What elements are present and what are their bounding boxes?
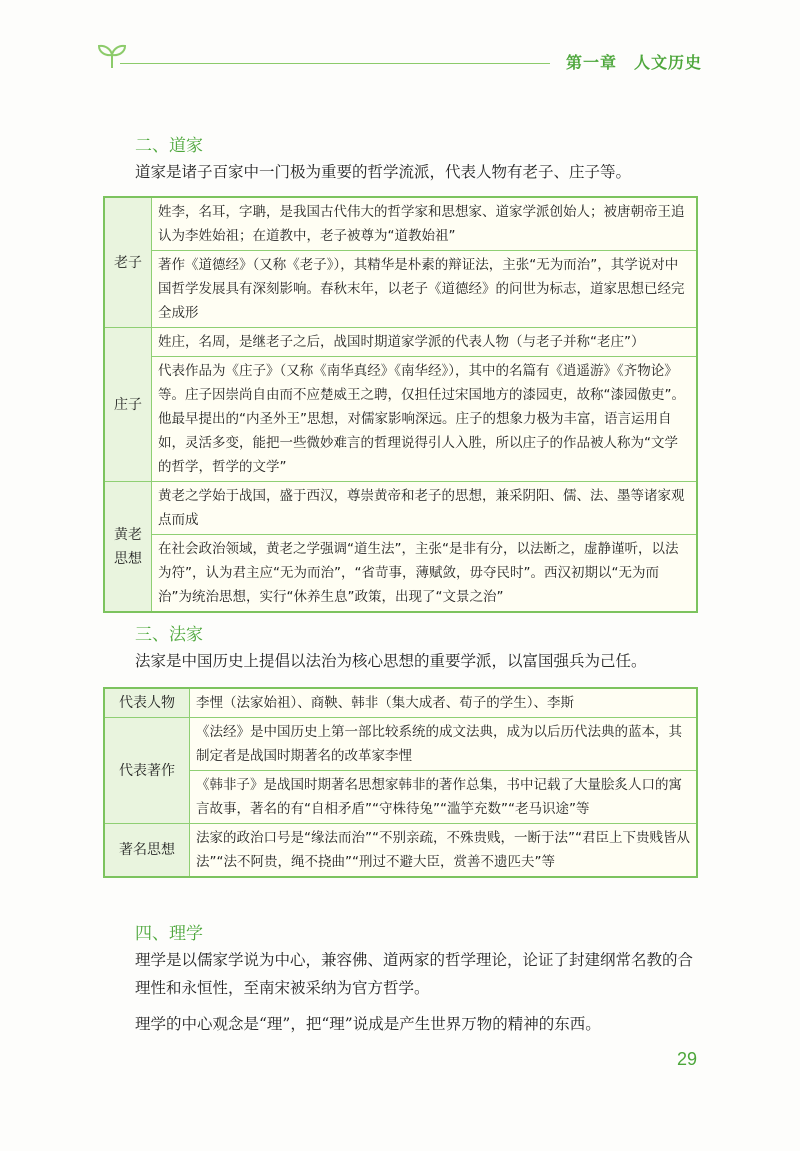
fajia-intro: 法家是中国历史上提倡以法治为核心思想的重要学派，以富国强兵为己任。 (135, 652, 647, 670)
section-title-lixue: 四、理学 (135, 924, 203, 944)
fajia-people: 李悝（法家始祖）、商鞅、韩非（集大成者、荀子的学生）、李斯 (190, 688, 698, 718)
hanfeizi-text: 《韩非子》是战国时期著名思想家韩非的著作总集，书中记载了大量脍炙人口的寓言故事，著名的有“自相矛盾”“守株待兔”“滥竽充数”“老马识途”等 (190, 771, 698, 824)
page-header (0, 0, 800, 80)
row-label-works: 代表著作 (104, 718, 190, 824)
laozi-works: 著作《道德经》（又称《老子》），其精华是朴素的辩证法，主张“无为而治”，其学说对中国哲学发展具有深刻影响。春秋末年，以老子《道德经》的问世为标志，道家思想已经完全成形 (152, 251, 698, 328)
section-title-daojia: 二、道家 (135, 136, 203, 156)
huanglao-politics: 在社会政治领域，黄老之学强调“道生法”，主张“是非有分，以法断之，虚静谨听，以法为符”，认为君主应“无为而治”，“省苛事，薄赋敛，毋夺民时”。西汉初期以“无为而治”为统治思想，实行“休养生息”政策，出现了“文景之治” (152, 535, 698, 613)
fajia-table (103, 687, 698, 878)
lixue-paragraph-1: 理学是以儒家学说为中心，兼容佛、道两家的哲学理论，论证了封建纲常名教的合理性和永恒性，至南宋被采纳为官方哲学。 (135, 951, 694, 997)
daojia-intro: 道家是诸子百家中一门极为重要的哲学流派，代表人物有老子、庄子等。 (135, 163, 632, 181)
row-label-huanglao: 黄老思想 (104, 482, 152, 613)
lixue-paragraph-2: 理学的中心观念是“理”，把“理”说成是产生世界万物的精神的东西。 (135, 1015, 601, 1033)
fajia-slogans: 法家的政治口号是“缘法而治”“不别亲疏，不殊贵贱，一断于法”“君臣上下贵贱皆从法”“法不阿贵，绳不挠曲”“刑过不避大臣，赏善不遗匹夫”等 (190, 824, 698, 878)
row-label-laozi: 老子 (104, 197, 152, 328)
zhuangzi-works: 代表作品为《庄子》（又称《南华真经》《南华经》），其中的名篇有《逍遥游》《齐物论》等。庄子因崇尚自由而不应楚威王之聘，仅担任过宋国地方的漆园吏，故称“漆园傲吏”。他最早提出的“内圣外王”思想，对儒家影响深远。庄子的想象力极为丰富，语言运用自如，灵活多变，能把一些微妙难言的哲理说得引人入胜，所以庄子的作品被人称为“文学的哲学，哲学的文学” (152, 357, 698, 482)
row-label-ideas: 著名思想 (104, 824, 190, 878)
row-label-zhuangzi: 庄子 (104, 328, 152, 482)
chapter-title: 第一章 人文历史 (566, 53, 703, 72)
section-title-fajia: 三、法家 (135, 625, 203, 645)
daojia-table (103, 196, 698, 613)
laozi-bio: 姓李，名耳，字聃，是我国古代伟大的哲学家和思想家、道家学派创始人；被唐朝帝王追认为李姓始祖；在道教中，老子被尊为“道教始祖” (152, 197, 698, 251)
fajing-text: 《法经》是中国历史上第一部比较系统的成文法典，成为以后历代法典的蓝本，其制定者是战国时期著名的改革家李悝 (190, 718, 698, 771)
page-number: 29 (676, 1049, 697, 1069)
sprout-icon (95, 40, 129, 70)
row-label-representatives: 代表人物 (104, 688, 190, 718)
huanglao-origin: 黄老之学始于战国，盛于西汉，尊崇黄帝和老子的思想，兼采阴阳、儒、法、墨等诸家观点而成 (152, 482, 698, 535)
header-rule (120, 63, 550, 64)
zhuangzi-bio: 姓庄，名周，是继老子之后，战国时期道家学派的代表人物（与老子并称“老庄”） (152, 328, 698, 357)
